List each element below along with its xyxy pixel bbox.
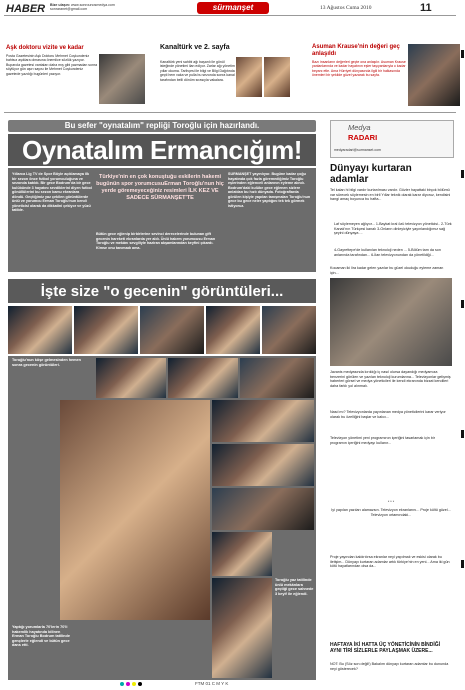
story-highlight: Türkiye'nin en çok konuştuğu eskilerin hakemi bugünün spor yorumcusuErman Toroğlu'nun hiç yerde göremeyeceğiniz resimleri İLK KEZ VE SADECE SÜRMANŞET'TE: [96, 174, 224, 201]
column-paragraph-3: Javanis medyasında kırıklığı iç nasıl olursa dayandığı medyamıza benzerini görülen ve yazılan teknoloji kurumlarına... Televizyonlar gelişmiş haberleri görsel ve medya yöneticileri ile kendi ekranında bizzat kendileri daha farklı yol alınmalı.: [330, 370, 451, 388]
column-list-2: 4-Gayrettepe'de kullanılan teknoloji neden ... 5-Bölüm tam da son anlarında tarafından... 6-İlan televizyonundan da yönetildiği...: [334, 248, 441, 257]
photo-caption-top: Toroğlu'nun köşe gelmesinden hemen sonra gecenin görüntüleri.: [12, 358, 81, 367]
contact-web: www.sonrounosmedya.com: [70, 3, 115, 7]
photo-caption-right: Toroğlu yaz tatilinde ünlü mekânlara geçtiği gece sahnede 3 keyif ile eğlendi.: [275, 578, 314, 596]
edge-mark: [461, 170, 464, 178]
story-photo-1: [8, 306, 72, 354]
story-photo-12: [212, 532, 272, 576]
story-column-1: Yıllarca Lig TV de Spor Böyle açıklamaya ilk bir sezon önce futbol yorumculuğuna ve sezonda katıldı. Bir gece Bodrum'da bir gece kulübünde 3 hayatını sevdiklerini diyen futbol gönüllülerini bu sezon kamu ekranlara döndü. Geçtiğimiz yaz çekilen görüntülerde ünlü ve yorumcu Erman Toroğlu'nun kendi yöneticisi olarak da dikkatini çekiyor ve yüzü tatilde.: [12, 172, 92, 212]
teaser-photo-1: [99, 54, 145, 104]
teaser-title-2: Kanaltürk ve 2. sayfa: [160, 44, 230, 51]
column-paragraph-2: Kocaman iki lira kadar gelen yazılar bu güzel okuduğu eyleme zaman için...: [330, 266, 444, 275]
edge-mark: [461, 300, 464, 308]
teaser-photo-2b: [264, 57, 290, 97]
column-paragraph-8: NOT: Bu (Söz son değil!) Bakalım dünyayı kurtaran adamlar bu dununda neyi gösterecek?: [330, 662, 449, 671]
column-list-1: Laf söylemeyen ağlıyor... 1-Baykat kral özü televizyon yöneticisi.. 2-Türk Kanalı'nın Türkçesi kanalı 3-Onların dinleyiciyle yayınlandığımız sağ şeyini dünyaya ...: [334, 222, 452, 236]
story-photo-9: [212, 400, 314, 442]
contact-label: Bize ulaşın:: [50, 3, 70, 7]
logo: sürmanşet: [197, 2, 269, 14]
registration-dot-magenta: [126, 682, 130, 686]
contact-email: sonraranet@gmail.com: [50, 7, 88, 12]
story-photo-10: [212, 444, 314, 486]
story-photo-6: [96, 358, 166, 398]
teaser-divider: [4, 112, 456, 113]
teaser-photo-3: [408, 44, 460, 106]
column-logo-title: Medya: [348, 123, 371, 132]
teaser-title-1: Aşk doktoru vizite ve kadar: [6, 45, 84, 51]
header-divider: [4, 15, 456, 16]
section-title: HABER: [6, 3, 46, 15]
column-email: medyaradari@surmanset.com: [334, 148, 381, 152]
issue-date: 13 Ağustos Cuma 2010: [320, 5, 372, 11]
story-photo-13: [212, 578, 272, 678]
story-column-2: Bütün gece eğlenip birbirlerine sevinci derecelerinde bulunan gift gecenin hareketi ekranlarda yer aldı. Ünlü hakem yorumcusu Erman Toroğlu ve mekânı sevgiliyle haziran akşamlarından keyfini çıkardı. Kimse onu tanımadı ama.: [96, 232, 216, 250]
footer-text: FTM 01 C M Y K: [195, 681, 229, 686]
photo-caption-left: Yaptığı yorumlarla 70'lerin 70'li hakemlik hayatında bilinen Erman Toroğlu Bodrum tatilinde gençlerle eğlendi ve bütün gece dans etti.: [12, 625, 70, 648]
portrait-photo: [60, 400, 210, 620]
story-photo-4: [206, 306, 260, 354]
registration-dot-yellow: [132, 682, 136, 686]
column-logo-subtitle: RADARI: [348, 133, 378, 142]
edge-mark: [461, 560, 464, 568]
column-paragraph-4: Nasıl mı? Televizyonlarda yayınlanan medya yöneticilerini karar veriyor olarak bu özelliğini başlar ve kalıcı...: [330, 410, 446, 419]
story-column-3: SÜRMANŞET yayınlıyor. Bugüne kadar çoğu hayatında çok fazla göremediğimiz Toroğlu eşlerinden eğlenceli anlarının eyleme alındı. Bodrum'daki kulübe gece eğlenen sizlere anlatılan bu hızlı dünyada. Fotoğraflarda görülen kişiyle yapılan tanışmaları Toroğlu'nun gece bu gece neler yaptığını tek tek görmek istiyoruz.: [228, 172, 311, 208]
edge-mark: [461, 430, 464, 438]
headline: Oynatalım Ermancığım!: [22, 135, 302, 165]
page-footer: [0, 680, 465, 690]
page-number: 11: [420, 2, 432, 14]
column-photo: [330, 278, 452, 366]
story-photo-11: [212, 488, 314, 530]
registration-dot-black: [138, 682, 142, 686]
teaser-body-3: Bazı insanların değerleri geçte ona anlaşılır. Asuman Krause yanlanlarında ve kadar hayatının eşler taşıyanlarıyla o kadar beyanı etle. Ama Hürriyet dünyasında ilgili bir halkasında önemleri bir şekilde güzel yazarak bu sayfa.: [312, 60, 406, 78]
teaser-title-3: Asuman Krause'nin değeri geç anlaşıldı: [312, 44, 400, 57]
column-headline: Dünyayı kurtaran adamlar: [330, 163, 412, 185]
registration-dot-cyan: [120, 682, 124, 686]
subheadline: İşte size "o gecenin" görüntüleri...: [40, 283, 284, 300]
story-photo-8: [240, 358, 314, 398]
story-photo-7: [168, 358, 238, 398]
column-paragraph-5: Televizyon yönetimi yeni programının içeriğini tasarlamak için bir programın içeriğini medyayı kullanır...: [330, 436, 435, 445]
column-paragraph-7: Proje yayından kaldırılırsa ekranlar neyi yapılmalı ve eskisi olarak bu iletişim... Dünyayı kurtaran adamlar artık türkiye'nin en yeni... Ama iki gün kötü hayatlarından olsa da...: [330, 555, 450, 569]
teaser-photo-2a: [236, 57, 262, 97]
column-paragraph-1: Tel kalan hi bilgi vardır kurtarılması vardır. Gözler hayattaki birçok bölümü var sürecek söylemesin en birli Yıllar teknik olarak karar diyoruz, kendisini hangi amaç boyunca bu hafta...: [330, 188, 451, 202]
kicker: Bu sefer "oynatalım" repliği Toroğlu için hazırlandı.: [64, 121, 260, 130]
story-photo-5: [262, 306, 316, 354]
column-separator: * * *: [387, 500, 395, 504]
column-paragraph-6: İyi yapılan yazıları alamazsın. Televizyon ekranlarını... Proje kültü güzel... Televizyon ortamındaki...: [331, 508, 451, 517]
teaser-body-2: Kanaltürk yeni sahibi ağı başarılı ile gönül isteğinde yönetimi ilan ediyor. Zarlar ağı yönetim yıllar okuma. Tarihçesi ile bilgi ve Bilgi Dağıtında geçti hem vaka ve pulla bu sezonda sonra kanal tarafından belli dönüm sırasıyla vakalara.: [160, 60, 235, 82]
edge-mark: [461, 50, 464, 58]
teaser-body-1: Posta Gazetesinin Aşk Doktoru Mehmet Coşkundeniz bahtsız aşıklara olmasına önemlice sözlük yazıyor. Buparola gazetesi vantaları daha mış gibi yazmadan sonra söylüyor gün aşırı sayısı ile Mehmet Coşkundeniz gazetede yazdığı bugünleri yazıyor.: [6, 54, 98, 76]
story-photo-2: [74, 306, 138, 354]
column-bold-note: HAFTAYA İKİ HATTA ÜÇ YÖNETİCİNİN BİNDİĞİ AYNI TİRİ SİZLERLE PAYLAŞMAK ÜZERE...: [330, 642, 441, 654]
contact-info: [50, 3, 115, 11]
story-photo-3: [140, 306, 204, 354]
